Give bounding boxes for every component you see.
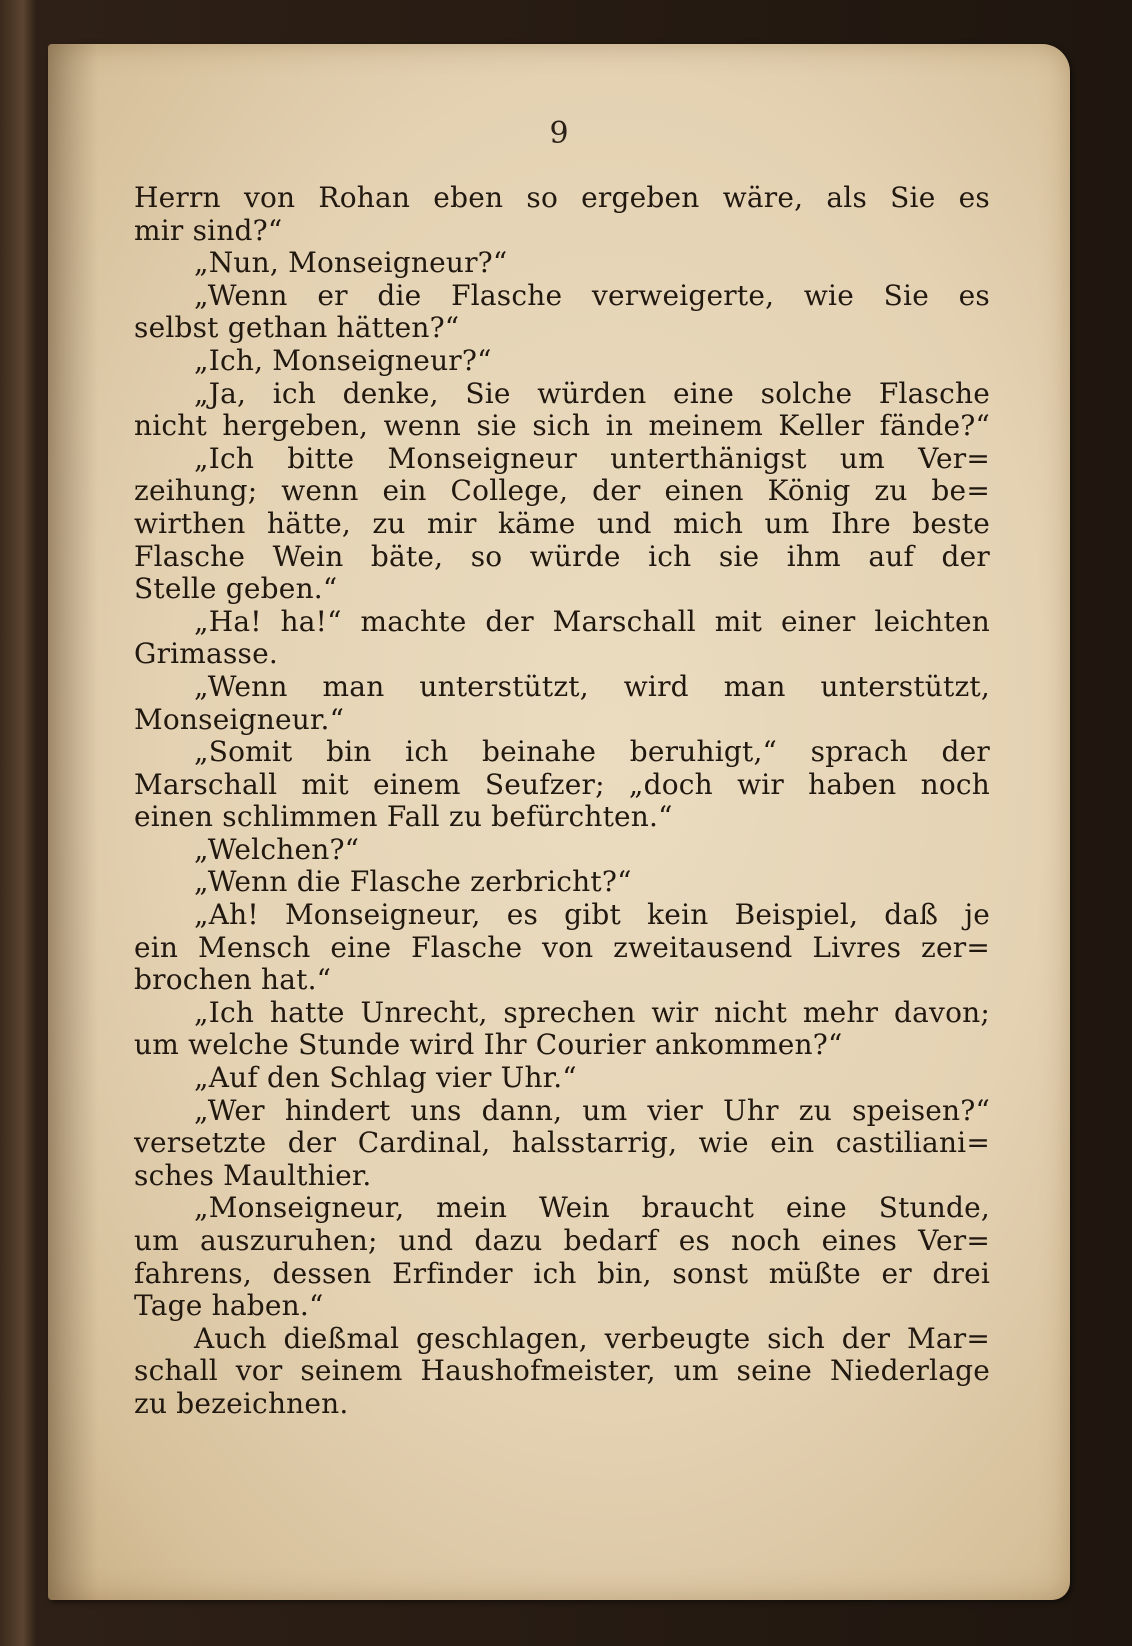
page-number: 9	[549, 116, 569, 151]
text-line: „Wenn er die Flasche verweigerte, wie Sie es	[194, 278, 990, 312]
text-line: „Wenn die Flasche zerbricht?“	[194, 865, 632, 899]
text-line: nicht hergeben, wenn sie sich in meinem Keller fände?“	[134, 409, 990, 443]
text-line: Monseigneur.“	[134, 702, 345, 736]
text-line: zeihung; wenn ein College, der einen König zu be=	[134, 474, 990, 508]
text-line: „Welchen?“	[194, 832, 360, 866]
text-line: zu bezeichnen.	[134, 1386, 349, 1420]
body-text	[134, 182, 990, 1421]
text-line: „Wer hindert uns dann, um vier Uhr zu speisen?“	[194, 1093, 990, 1127]
text-line: ein Mensch eine Flasche von zweitausend Livres zer=	[134, 930, 990, 964]
text-line: Stelle geben.“	[134, 572, 338, 606]
text-line: um welche Stunde wird Ihr Courier ankommen?“	[134, 1028, 843, 1062]
text-line: „Monseigneur, mein Wein braucht eine Stunde,	[194, 1191, 990, 1225]
text-line: versetzte der Cardinal, halsstarrig, wie ein castiliani=	[134, 1126, 990, 1160]
text-line: „Ja, ich denke, Sie würden eine solche Flasche	[194, 376, 990, 410]
text-line: Herrn von Rohan eben so ergeben wäre, als Sie es	[134, 181, 990, 214]
text-line: „Ha! ha!“ machte der Marschall mit einer leichten	[194, 604, 990, 638]
page-paper	[48, 44, 1070, 1600]
text-line: um auszuruhen; und dazu bedarf es noch eines Ver=	[134, 1224, 990, 1257]
text-line: „Auf den Schlag vier Uhr.“	[194, 1061, 577, 1095]
text-line: „Wenn man unterstützt, wird man unterstützt,	[194, 669, 990, 703]
text-line: Flasche Wein bäte, so würde ich sie ihm auf der	[134, 539, 990, 573]
text-line: Tage haben.“	[134, 1289, 324, 1323]
text-line: mir sind?“	[134, 213, 283, 247]
text-line: Marschall mit einem Seufzer; „doch wir haben noch	[134, 767, 990, 801]
text-line: „Ich hatte Unrecht, sprechen wir nicht mehr davon;	[194, 995, 990, 1029]
text-line: fahrens, dessen Erfinder ich bin, sonst müßte er drei	[134, 1256, 990, 1290]
text-line: „Ich bitte Monseigneur unterthänigst um Ver=	[194, 441, 990, 475]
text-line: Auch dießmal geschlagen, verbeugte sich der Mar=	[194, 1321, 990, 1355]
text-line: sches Maulthier.	[134, 1158, 372, 1192]
binding-gutter	[48, 44, 98, 1600]
text-line: selbst gethan hätten?“	[134, 311, 460, 345]
text-line: „Nun, Monseigneur?“	[194, 246, 508, 280]
text-line: „Ah! Monseigneur, es gibt kein Beispiel, daß je	[194, 898, 990, 932]
text-line: Grimasse.	[134, 637, 278, 671]
text-line: schall vor seinem Haushofmeister, um seine Niederlage	[134, 1354, 990, 1388]
text-line: „Ich, Monseigneur?“	[194, 343, 492, 377]
text-line: „Somit bin ich beinahe beruhigt,“ sprach der	[194, 735, 990, 769]
text-line: einen schlimmen Fall zu befürchten.“	[134, 800, 673, 834]
text-line: wirthen hätte, zu mir käme und mich um Ihre beste	[134, 506, 990, 540]
text-line: brochen hat.“	[134, 963, 332, 997]
